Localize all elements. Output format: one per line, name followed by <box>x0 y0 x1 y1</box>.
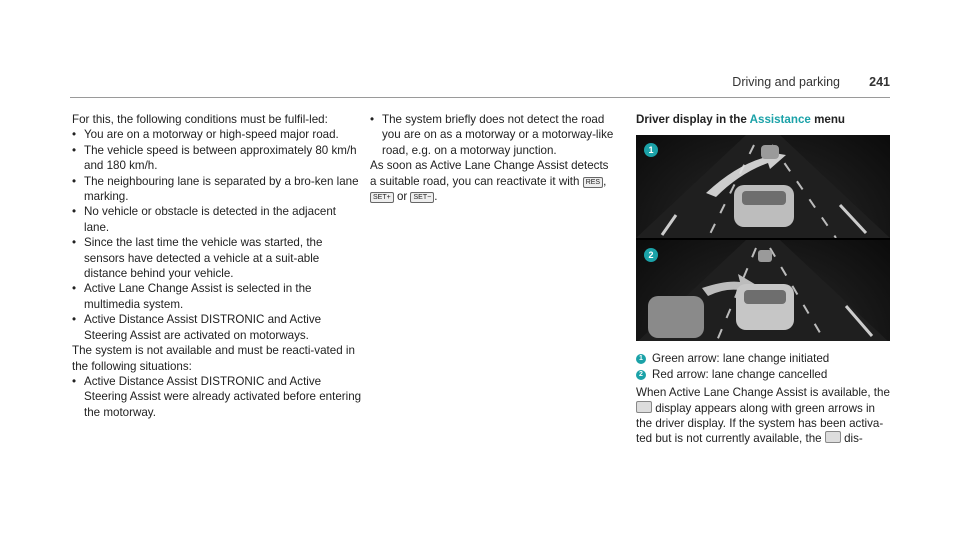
callout-badge-1: 1 <box>644 143 658 157</box>
set-minus-button-icon: SET− <box>410 192 434 203</box>
callout-badge-2: 2 <box>644 248 658 262</box>
legend-number: 2 <box>636 370 646 380</box>
intro-text: For this, the following conditions must be fulfil-led: <box>72 113 328 126</box>
availability-text-end: dis- <box>844 432 863 446</box>
heading-text: Driver display in the <box>636 113 747 126</box>
list-item: • No vehicle or obstacle is detected in the adjacent lane. <box>72 204 362 235</box>
or-text: or <box>396 190 408 204</box>
reactivate-paragraph <box>370 158 618 204</box>
legend-text: Red arrow: lane change cancelled <box>652 367 828 381</box>
legend-text: Green arrow: lane change initiated <box>652 352 830 366</box>
set-plus-button-icon: SET+ <box>370 192 394 203</box>
list-item: • Active Distance Assist DISTRONIC and Active Steering Assist were already activated before entering the motorway. <box>72 374 362 420</box>
conditions-list <box>72 127 362 343</box>
legend-number: 1 <box>636 354 646 364</box>
page-number: 241 <box>869 75 890 89</box>
column-middle <box>370 112 618 204</box>
list-item: • You are on a motorway or high-speed major road. <box>72 127 362 142</box>
lane-change-assist-icon <box>636 401 652 413</box>
list-item: • The system briefly does not detect the road you are on as a motorway or a motorway-like road, e.g. on a motorway junction. <box>370 112 618 158</box>
list-item: • Since the last time the vehicle was started, the sensors have detected a vehicle at a suit-able distance behind your vehicle. <box>72 235 362 281</box>
list-item: • The vehicle speed is between approximately 80 km/h and 180 km/h. <box>72 143 362 174</box>
situations-list <box>72 374 362 420</box>
availability-text-cont: display appears along with green arrows in the driver display. If the system has been activa-ted but is not currently available, the <box>636 401 884 446</box>
list-item: • The neighbouring lane is separated by a bro-ken lane marking. <box>72 174 362 205</box>
lane-change-cancelled-image <box>636 238 890 341</box>
section-heading <box>636 112 891 127</box>
heading-accent: Assistance <box>749 113 811 126</box>
availability-text: When Active Lane Change Assist is available, the <box>636 386 890 400</box>
section-title: Driving and parking <box>732 75 840 89</box>
lane-change-assist-icon <box>825 431 841 443</box>
header-rule <box>70 97 890 98</box>
legend-item <box>636 351 891 366</box>
situations-list-continued <box>370 112 618 158</box>
separator: , <box>603 174 607 188</box>
column-left <box>72 112 362 420</box>
road-scene-1 <box>636 135 890 238</box>
reactivate-text: As soon as Active Lane Change Assist detects a suitable road, you can reactivate it with <box>370 159 609 188</box>
list-item: • Active Distance Assist DISTRONIC and Active Steering Assist are activated on motorways. <box>72 312 362 343</box>
legend-item <box>636 367 891 382</box>
heading-text-end: menu <box>814 113 846 126</box>
list-item: • Active Lane Change Assist is selected in the multimedia system. <box>72 281 362 312</box>
res-button-icon: RES <box>583 177 603 188</box>
road-scene-2 <box>636 240 890 341</box>
figure-legend <box>636 351 891 382</box>
column-right <box>636 112 891 447</box>
driver-display-figure <box>636 135 890 341</box>
paragraph: The system is not available and must be reacti-vated in the following situations: <box>72 344 355 373</box>
period: . <box>434 190 438 204</box>
lane-change-initiated-image <box>636 135 890 238</box>
availability-paragraph <box>636 385 891 447</box>
